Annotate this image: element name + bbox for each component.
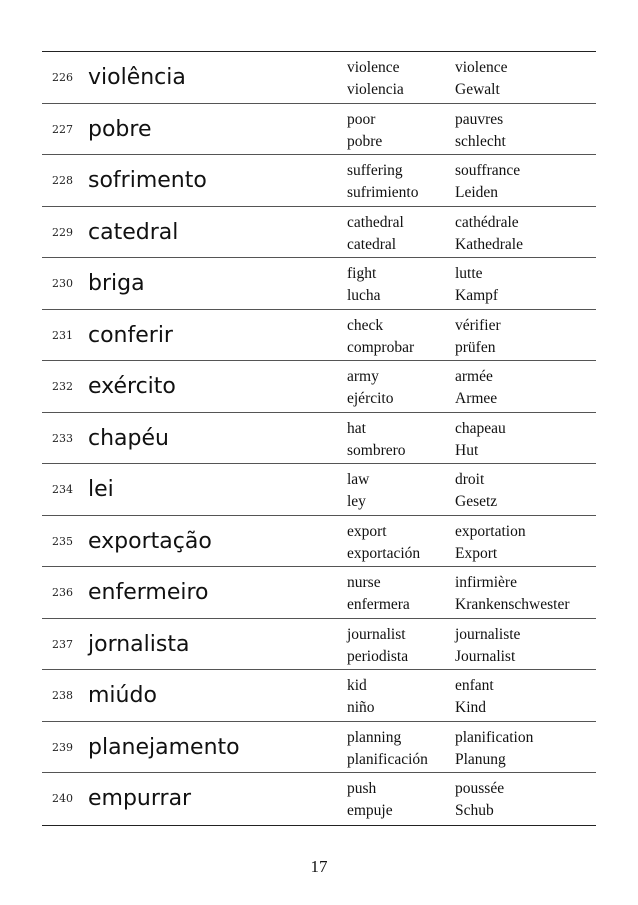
french-translation: planification <box>455 728 534 746</box>
german-translation: Kampf <box>455 287 499 304</box>
table-row <box>42 464 596 516</box>
german-translation: Hut <box>455 441 479 459</box>
portuguese-word: briga <box>88 271 145 296</box>
portuguese-word: violência <box>88 65 186 90</box>
page-number: 17 <box>310 857 328 876</box>
entry-number: 234 <box>52 483 73 496</box>
table-row <box>42 619 596 671</box>
entry-number: 226 <box>52 71 73 84</box>
portuguese-word: lei <box>88 477 114 502</box>
entry-number: 237 <box>52 637 73 651</box>
french-translation: vérifier <box>455 316 501 334</box>
french-translation: cathédrale <box>455 213 519 231</box>
entry-number: 238 <box>52 689 73 702</box>
french-translation: lutte <box>455 265 483 282</box>
table-row <box>42 516 596 568</box>
spanish-translation: catedral <box>347 235 397 253</box>
spanish-translation: enfermera <box>347 596 410 613</box>
portuguese-word: catedral <box>88 219 179 245</box>
english-translation: law <box>347 471 370 488</box>
german-translation: Gesetz <box>455 493 498 510</box>
english-translation: export <box>347 522 387 540</box>
table-row <box>42 413 596 465</box>
english-translation: push <box>347 780 377 797</box>
german-translation: Kind <box>455 699 486 716</box>
french-translation: armée <box>455 368 493 385</box>
table-row <box>42 258 596 310</box>
spanish-translation: exportación <box>347 544 421 562</box>
portuguese-word: conferir <box>88 322 173 348</box>
spanish-translation: lucha <box>347 287 381 304</box>
entry-number: 231 <box>52 328 73 342</box>
english-translation: planning <box>347 728 402 746</box>
portuguese-word: jornalista <box>88 631 190 657</box>
spanish-translation: sufrimiento <box>347 184 419 201</box>
entry-number: 227 <box>52 122 73 136</box>
entry-number: 233 <box>52 431 73 445</box>
portuguese-word: sofrimento <box>88 168 207 193</box>
spanish-translation: niño <box>347 699 375 716</box>
table-row <box>42 207 596 259</box>
portuguese-word: chapéu <box>88 425 169 451</box>
french-translation: violence <box>455 59 508 76</box>
english-translation: fight <box>347 265 377 282</box>
french-translation: journaliste <box>455 625 521 643</box>
german-translation: Export <box>455 544 498 562</box>
german-translation: schlecht <box>455 132 506 150</box>
portuguese-word: pobre <box>88 116 152 142</box>
portuguese-word: planejamento <box>88 734 240 760</box>
spanish-translation: ley <box>347 493 366 510</box>
german-translation: Krankenschwester <box>455 596 570 613</box>
french-translation: pauvres <box>455 110 504 128</box>
german-translation: Armee <box>455 390 498 407</box>
english-translation: nurse <box>347 574 381 591</box>
german-translation: prüfen <box>455 338 496 356</box>
spanish-translation: comprobar <box>347 338 415 356</box>
german-translation: Leiden <box>455 184 499 201</box>
entry-number: 230 <box>52 277 73 290</box>
entry-number: 229 <box>52 225 73 239</box>
german-translation: Kathedrale <box>455 235 523 253</box>
german-translation: Journalist <box>455 647 516 665</box>
french-translation: chapeau <box>455 419 506 437</box>
entry-number: 236 <box>52 586 73 599</box>
table-row <box>42 670 596 722</box>
portuguese-word: exportação <box>88 528 212 554</box>
french-translation: enfant <box>455 677 494 694</box>
spanish-translation: periodista <box>347 647 409 665</box>
german-translation: Gewalt <box>455 81 500 98</box>
english-translation: poor <box>347 110 376 128</box>
entry-number: 228 <box>52 174 73 187</box>
spanish-translation: pobre <box>347 132 383 150</box>
entry-number: 232 <box>52 380 73 393</box>
portuguese-word: empurrar <box>88 786 192 811</box>
french-translation: droit <box>455 471 485 488</box>
german-translation: Schub <box>455 802 494 819</box>
table-row <box>42 722 596 774</box>
spanish-translation: ejército <box>347 390 394 407</box>
entry-number: 240 <box>52 792 73 805</box>
portuguese-word: exército <box>88 374 176 399</box>
spanish-translation: planificación <box>347 750 428 768</box>
table-row <box>42 104 596 156</box>
french-translation: poussée <box>455 780 505 797</box>
english-translation: army <box>347 368 379 385</box>
table-row <box>42 567 596 619</box>
table-row <box>42 155 596 207</box>
english-translation: kid <box>347 677 367 694</box>
english-translation: hat <box>347 419 366 437</box>
french-translation: infirmière <box>455 574 517 591</box>
table-row <box>42 361 596 413</box>
portuguese-word: enfermeiro <box>88 580 209 605</box>
spanish-translation: violencia <box>347 81 404 98</box>
english-translation: cathedral <box>347 213 404 231</box>
spanish-translation: sombrero <box>347 441 406 459</box>
entry-number: 235 <box>52 534 73 548</box>
table-row <box>42 310 596 362</box>
french-translation: souffrance <box>455 162 521 179</box>
portuguese-word: miúdo <box>88 683 157 708</box>
english-translation: journalist <box>347 625 406 643</box>
table-row <box>42 52 596 104</box>
vocabulary-table <box>42 51 596 826</box>
entry-number: 239 <box>52 740 73 754</box>
english-translation: suffering <box>347 162 403 179</box>
english-translation: check <box>347 316 384 334</box>
german-translation: Planung <box>455 750 506 768</box>
french-translation: exportation <box>455 522 526 540</box>
spanish-translation: empuje <box>347 802 393 819</box>
table-row <box>42 773 596 825</box>
english-translation: violence <box>347 59 400 76</box>
